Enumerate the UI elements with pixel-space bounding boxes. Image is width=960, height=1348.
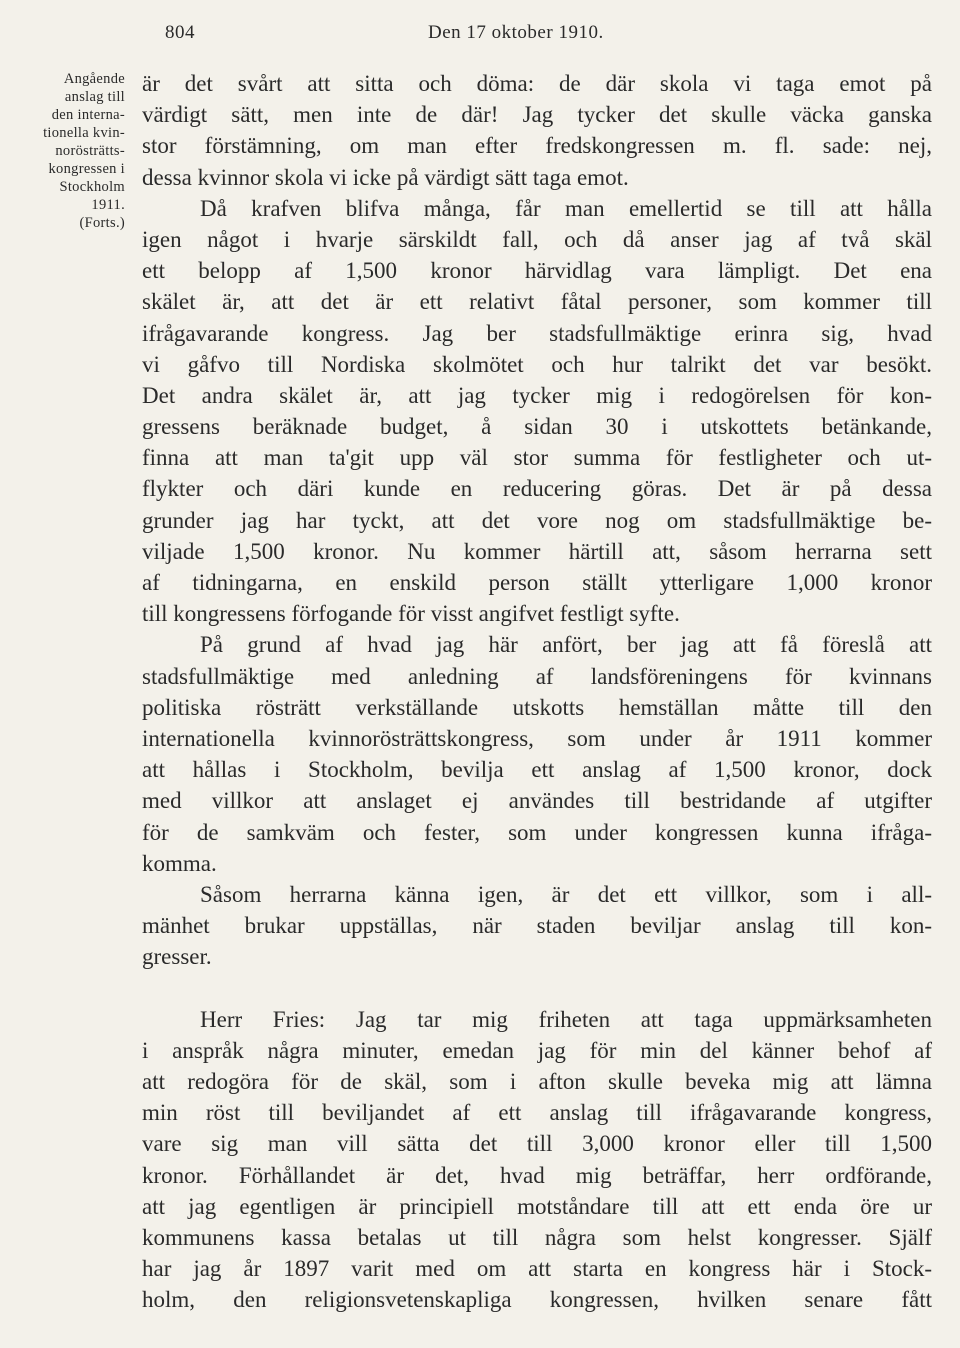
text-line: Det andra skälet är, att jag tycker mig i redogörelsen för kon- — [142, 382, 932, 408]
text-line: för de samkväm och fester, som under kongressen kunna ifråga- — [142, 819, 932, 845]
text-line: att jag egentligen är principiell motståndare till att ett enda öre ur — [142, 1193, 932, 1219]
margin-note-line: kongressen i — [48, 161, 125, 177]
blank-line — [142, 972, 932, 1003]
margin-note-line: den interna- — [51, 107, 125, 123]
text-line: Då krafven blifva många, får man emellertid se till att hålla — [200, 195, 932, 221]
body-text — [142, 68, 932, 1316]
text-line: flykter och däri kunde en reducering göras. Det är på dessa — [142, 476, 932, 502]
text-line: af tidningarna, en enskild person ställt ytterligare 1,000 kronor — [142, 570, 932, 595]
text-line: kommunens kassa betalas ut till några som helst kongresser. Själf — [142, 1224, 932, 1250]
margin-note-line: tionella kvin- — [43, 125, 125, 141]
text-line: gressens beräknade budget, å sidan 30 i utskottets betänkande, — [142, 414, 932, 440]
text-line: grunder jag har tyckt, att det vore nog om stadsfullmäktige be- — [142, 507, 932, 533]
text-line: kronor. Förhållandet är det, hvad mig beträffar, herr ordförande, — [142, 1162, 932, 1188]
text-line: med villkor att anslaget ej användes till bestridande af utgifter — [142, 788, 932, 814]
text-line: vare sig man vill sätta det till 3,000 kronor eller till 1,500 — [142, 1131, 932, 1157]
text-line: i anspråk några minuter, emedan jag för min del känner behof af — [142, 1037, 932, 1063]
margin-note-line: Stockholm — [59, 179, 125, 195]
text-line: finna att man ta'git upp väl stor summa för festligheter och ut- — [142, 445, 932, 471]
text-line: dessa kvinnor skola vi icke på värdigt sätt taga emot. — [142, 164, 629, 190]
margin-note-line: (Forts.) — [79, 215, 125, 231]
text-line: gresser. — [142, 944, 212, 970]
text-line: stadsfullmäktige med anledning af landsföreningens för kvinnans — [142, 663, 932, 689]
text-line: ett belopp af 1,500 kronor härvidlag vara lämpligt. Det ena — [142, 258, 932, 284]
text-line: stor förstämning, om man efter fredskongressen m. fl. sade: nej, — [142, 133, 932, 159]
margin-note-line: anslag till — [64, 89, 125, 105]
margin-note-line: 1911. — [91, 197, 125, 213]
margin-note — [0, 70, 125, 232]
text-line: värdigt sätt, men inte de där! Jag tycker det skulle väcka ganska — [142, 102, 932, 128]
text-line: skälet är, att det är ett relativt fåtal personer, som kommer till — [142, 289, 932, 315]
text-line: har jag år 1897 varit med om att starta en kongress här i Stock- — [142, 1256, 932, 1282]
text-line: mänhet brukar uppställas, när staden beviljar anslag till kon- — [142, 913, 932, 939]
page-date: Den 17 oktober 1910. — [428, 22, 604, 43]
text-line: att redogöra för de skäl, som i afton skulle beveka mig att lämna — [142, 1069, 932, 1094]
text-line: Såsom herrarna känna igen, är det ett villkor, som i all- — [200, 881, 932, 907]
text-line: viljade 1,500 kronor. Nu kommer härtill att, såsom herrarna sett — [142, 538, 932, 564]
text-line: igen något i hvarje särskildt fall, och då anser jag af två skäl — [142, 226, 932, 252]
text-line: att hållas i Stockholm, bevilja ett anslag af 1,500 kronor, dock — [142, 757, 932, 783]
text-line: politiska rösträtt verkställande utskotts hemställan måtte till den — [142, 694, 932, 720]
text-line: holm, den religionsvetenskapliga kongressen, hvilken senare fått — [142, 1287, 932, 1313]
text-line: vi gåfvo till Nordiska skolmötet och hur talrikt det var besökt. — [142, 351, 932, 377]
speaker-line: Herr Fries: Jag tar mig friheten att taga uppmärksamheten — [200, 1006, 932, 1032]
text-line: På grund af hvad jag här anfört, ber jag att få föreslå att — [200, 632, 932, 658]
text-line: komma. — [142, 850, 217, 876]
margin-note-line: Angående — [63, 71, 125, 87]
text-line: ifrågavarande kongress. Jag ber stadsfullmäktige erinra sig, hvad — [142, 320, 932, 346]
text-line: är det svårt att sitta och döma: de där skola vi taga emot på — [142, 71, 932, 96]
text-line: internationella kvinnorösträttskongress, som under år 1911 kommer — [142, 725, 932, 751]
page-number: 804 — [165, 22, 195, 43]
margin-note-line: norösträtts- — [55, 143, 125, 159]
text-line: min röst till beviljandet af ett anslag till ifrågavarande kongress, — [142, 1100, 932, 1126]
text-line: till kongressens förfogande för visst angifvet festligt syfte. — [142, 601, 680, 627]
